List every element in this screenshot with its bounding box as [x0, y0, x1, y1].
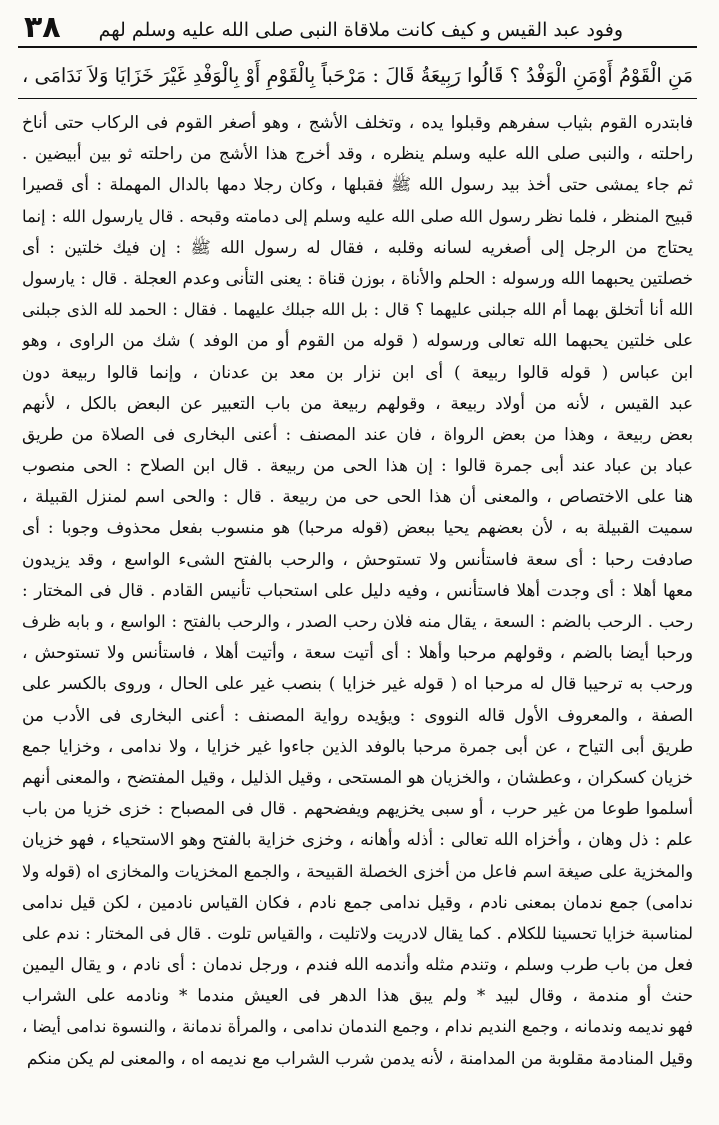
commentary-line: الصفة ، والمعروف الأول قاله النووى : ويؤيده رواية المصنف : أعنى البخارى فى الأدب من: [22, 704, 693, 725]
commentary-line: على خلتين يحبهما الله تعالى ورسوله ( قوله من القوم أو من الوفد ) شك من الراوى ، وهو: [22, 330, 693, 351]
commentary-line: خزيان كسكران ، وعطشان ، والخزيان هو المستحى ، وقيل الذليل ، وقيل المفتضح ، والمعنى أنهم: [22, 766, 693, 787]
commentary-line: لمناسبة خزايا تحسينا للكلام . كما يقال لادريت ولاتليت ، والقياس تلوت . قال فى المختار : ندم على: [22, 923, 693, 943]
commentary-line: خصلتين يحبهما الله ورسوله : الحلم والأناة ، بوزن قناة : يعنى التأنى وعدم العجلة . قال : يارسول: [22, 267, 693, 288]
commentary-line: ثم جاء يمشى حتى أخذ بيد رسول الله ﷺ فقبلها ، وكان رجلا دمها بالدال المهملة : أى قصيرا: [22, 174, 693, 195]
commentary-line: فعل من باب طرب وسلم ، وتندم مثله وأندمه الله فندم ، ورجل ندمان : أى نادم ، و يقال اليمين: [22, 954, 693, 975]
commentary-line: سميت القبيلة به ، لأن بعضهم يحيا ببعض (قوله مرحبا) هو منسوب بفعل محذوف وجوبا : أى: [22, 517, 693, 538]
commentary-line: يحتاج من الرجل إلى أصغريه لسانه وقلبه ، فقال له رسول الله ﷺ : إن فيك خلتين : أى: [22, 236, 693, 257]
commentary-body: [18, 107, 697, 1074]
commentary-line: طريق أبى التياح ، عن أبى جمرة مرحبا بالوفد الذين جاءوا غير خزايا ، ولا ندامى ، وخزايا جمع: [22, 735, 693, 756]
page-header: [18, 10, 697, 48]
commentary-line: راحلته ، والنبى صلى الله عليه وسلم ينظره ، وقد أخرج هذا الأشج من راحلته ثو بين أبيضين .: [22, 143, 693, 164]
commentary-line: حنث أو مندمة ، وقال لبيد * ولم يبق هذا الدهر فى العيش مندما * ونادمه على الشراب: [22, 985, 693, 1006]
commentary-line: هنا على الاختصاص ، والمعنى أن هذا الحى حى من ربيعة . قال : والحى اسم لمنزل القبيلة ،: [22, 486, 693, 507]
commentary-line: عبد القيس ، لأنه من أولاد ربيعة ، وقولهم ربيعة من باب التعبير عن البعض بالكل ، لأنهم: [22, 392, 693, 413]
commentary-line: ندامى) جمع ندمان بمعنى نادم ، وقيل ندامى جمع نادم ، فكان القياس نادمين ، لكن قيل ندامى: [22, 891, 693, 912]
commentary-line: عباد بن عباد عند أبى جمرة قالوا : إن هذا الحى من ربيعة . قال ابن الصلاح : الحى منصوب: [22, 455, 693, 476]
commentary-line: ورحبا أيضا بالضم ، وقولهم مرحبا وأهلا : أى أتيت سعة ، وأتيت أهلا ، فاستأنس ولا تستوحش ،: [22, 642, 693, 663]
commentary-line: قبيح المنظر ، فلما نظر رسول الله صلى الله عليه وسلم إلى دمامته وقبحه . قال يارسول الله : إنما: [22, 206, 693, 226]
commentary-line: صادفت رحبا : أى سعة فاستأنس ولا تستوحش ، والرحب بالفتح الشىء الواسع ، وقد يزيدون: [22, 548, 693, 569]
commentary-line: فهو نديمه وندمانه ، وجمع النديم ندام ، وجمع الندمان ندامى ، والمرأة ندمانة ، والنسوة ندامى أيضا ،: [22, 1017, 693, 1037]
commentary-line: ورحب به ترحيبا قال له مرحبا اه ( قوله غير خزايا ) بنصب غير على الحال ، وروى بالكسر على: [22, 673, 693, 694]
commentary-line: ابن عباس ( قوله قالوا ربيعة ) أى ابن نزار بن معد بن عدنان ، وإنما قالوا ربيعة دون: [22, 361, 693, 382]
commentary-line: الله أنا أتخلق بهما أم الله جبلنى عليهما ؟ قال : بل الله جبلك عليهما . فقال : الحمد لله الذى جبلنى: [22, 300, 693, 320]
commentary-line: والمخزية على صيغة اسم فاعل من أخزى الخصلة القبيحة ، والجمع المخزيات والمخازى اه (قوله ولا: [22, 861, 693, 881]
running-title: وفود عبد القيس و كيف كانت ملاقاة النبى صلى الله عليه وسلم لهم: [98, 19, 623, 41]
commentary-line: معها أهلا : أى وجدت أهلا فاستأنس ، وفيه دليل على استحباب تأنيس القادم . قال فى المختار :: [22, 579, 693, 600]
commentary-line: رحب . الرحب بالضم : السعة ، يقال منه فلان رحب الصدر ، والرحب بالفتح : الواسع ، و بابه ظرف: [22, 612, 693, 631]
commentary-line: فابتدره القوم بثياب سفرهم وقبلوا يده ، وتخلف الأشج ، وهو أصغر القوم فى الركاب حتى أناخ: [22, 112, 693, 132]
commentary-line: بعض ربيعة ، وهذا من بعض الرواة ، فان عند المصنف : أعنى البخارى فى الصلاة من طريق: [22, 423, 693, 444]
hadith-text: مَنِ الْقَوْمُ أَوْمَنِ الْوَفْدُ ؟ قَالُوا رَبِيعَةُ قَالَ : مَرْحَباً بِالْقَوْمِ أَوْ بِالْوَفْدِ غَيْرَ خَزَايَا وَلاَ نَدَامَى ،: [18, 58, 697, 99]
commentary-line: وقيل المنادمة مقلوبة من المدامنة ، لأنه يدمن شرب الشراب مع نديمه اه ، والمعنى لم يكن منكم: [26, 1047, 693, 1068]
commentary-line: أسلموا طوعا من غير حرب ، أو سبى يخزيهم ويفضحهم . قال فى المصباح : خزى خزيا من باب: [22, 798, 693, 819]
page-number: ٣٨: [24, 10, 61, 45]
commentary-line: علم : ذل وهان ، وأخزاه الله تعالى : أذله وأهانه ، وخزى خزاية بالفتح وهو الاستحياء ، فهو خزيان: [22, 829, 693, 850]
